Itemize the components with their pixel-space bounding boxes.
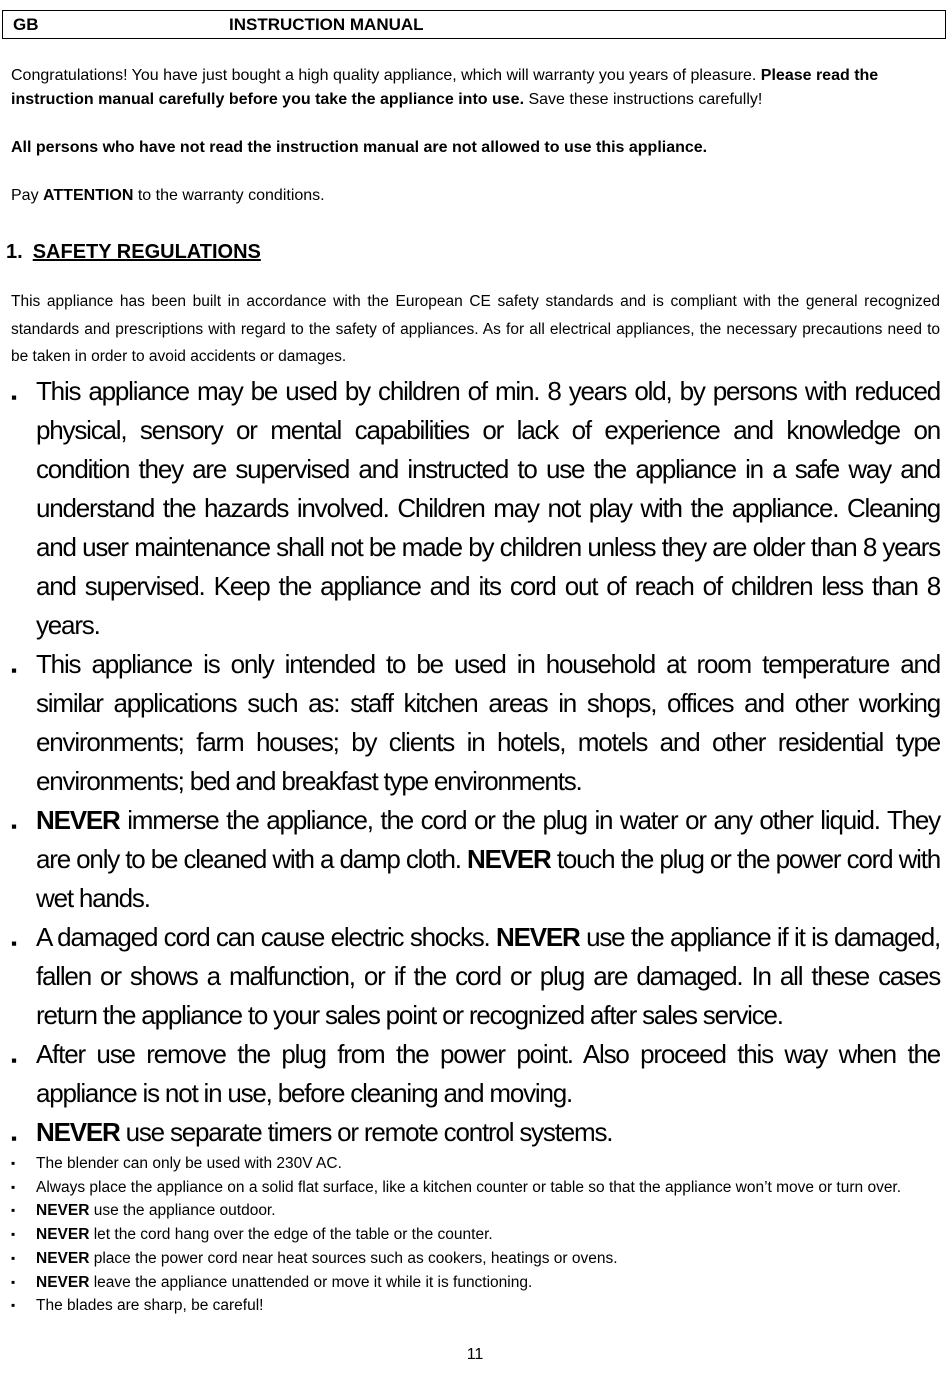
damaged-rule-b: use the appliance if it is damaged, fallen or shows a malfunction, or if the cord or plug are damaged. In all these cases return the appliance to your sales point or recognized after sales service. <box>36 922 940 1030</box>
never-word: NEVER <box>496 922 580 952</box>
cord-hang-rule: let the cord hang over the edge of the table or the counter. <box>89 1226 493 1244</box>
bullet-icon: ▪ <box>11 934 18 953</box>
list-item <box>11 918 940 1035</box>
list-item <box>11 1152 940 1176</box>
after-use-rule: After use remove the plug from the power point. Also proceed this way when the appliance is not in use, before cleaning and moving. <box>36 1039 940 1108</box>
list-item <box>11 1294 940 1318</box>
list-item <box>11 1223 940 1247</box>
list-item <box>11 1176 940 1200</box>
intro-paragraph <box>11 64 940 112</box>
blades-rule: The blades are sharp, be careful! <box>36 1297 264 1315</box>
bullet-icon: ▪ <box>11 1274 16 1289</box>
section-heading <box>6 238 261 266</box>
small-safety-list <box>11 1152 940 1318</box>
immerse-rule-a: immerse the appliance, the cord or the plug in water or any other liquid. They are only to be cleaned with a damp cloth. <box>36 805 940 874</box>
surface-rule: Always place the appliance on a solid flat surface, like a kitchen counter or table so that the appliance won’t move or turn over. <box>36 1178 902 1196</box>
bullet-icon: ▪ <box>11 817 18 836</box>
list-item <box>11 645 940 801</box>
list-item <box>11 1113 940 1152</box>
country-code: GB <box>13 15 39 34</box>
damaged-rule-a: A damaged cord can cause electric shocks. <box>36 922 497 952</box>
save-instructions-text: Save these instructions carefully! <box>528 91 763 108</box>
list-item <box>11 372 940 645</box>
read-manual-notice: Please read the instruction manual carefully before you take the appliance into use. <box>11 67 879 108</box>
pay-suffix: to the warranty conditions. <box>137 187 325 204</box>
bullet-icon: ▪ <box>11 661 18 680</box>
never-word: NEVER <box>36 1202 90 1220</box>
voltage-rule: The blender can only be used with 230V AC. <box>36 1155 342 1172</box>
section-title: SAFETY REGULATIONS <box>32 241 261 263</box>
list-item <box>11 1247 940 1271</box>
never-word: NEVER <box>467 844 551 874</box>
list-item <box>11 1271 940 1295</box>
attention-word: ATTENTION <box>43 187 134 204</box>
section-intro: This appliance has been built in accordance with the European CE safety standards and is compliant with the general recognized standards and prescriptions with regard to the safety of appliances. As for all electrical appliances, the necessary precautions need to be taken in order to avoid accidents or damages. <box>11 293 940 365</box>
unattended-rule: leave the appliance unattended or move it while it is functioning. <box>89 1273 533 1291</box>
outdoor-rule: use the appliance outdoor. <box>89 1202 276 1220</box>
page-header <box>2 10 946 39</box>
pay-prefix: Pay <box>11 187 39 204</box>
bullet-icon: ▪ <box>11 1179 16 1194</box>
bullet-icon: ▪ <box>11 1156 16 1170</box>
immerse-rule-b: touch the plug or the power cord with wet hands. <box>36 844 941 913</box>
children-rule: This appliance may be used by children of min. 8 years old, by persons with reduced physical, sensory or mental capabilities or lack of experience and knowledge on condition they are supervised and instructed to use the appliance in a safe way and understand the hazards involved. Children may not play with the appliance. Cleaning and user maintenance shall not be made by children unless they are older than 8 years and supervised. Keep the appliance and its cord out of reach of children less than 8 years. <box>36 376 940 640</box>
never-word: NEVER <box>36 805 120 835</box>
never-word: NEVER <box>36 1117 120 1147</box>
bullet-icon: ▪ <box>11 1298 16 1313</box>
manual-title: INSTRUCTION MANUAL <box>229 15 424 34</box>
household-rule: This appliance is only intended to be used in household at room temperature and similar applications such as: staff kitchen areas in shops, offices and other working environments; farm houses; by clients in hotels, motels and other residential type environments; bed and breakfast type environments. <box>36 649 940 796</box>
list-item <box>11 1035 940 1113</box>
bullet-icon: ▪ <box>11 388 18 407</box>
list-item <box>11 801 940 918</box>
page-number: 11 <box>466 1346 484 1363</box>
bullet-icon: ▪ <box>11 1227 16 1242</box>
list-item <box>11 1199 940 1223</box>
never-word: NEVER <box>36 1226 90 1244</box>
warranty-notice <box>11 184 940 208</box>
congrats-text: Congratulations! You have just bought a high quality appliance, which will warranty you years of pleasure. <box>11 67 757 84</box>
heat-rule: place the power cord near heat sources such as cookers, heatings or ovens. <box>89 1249 618 1267</box>
never-word: NEVER <box>36 1249 90 1267</box>
persons-warning: All persons who have not read the instruction manual are not allowed to use this appliance. <box>11 139 708 156</box>
bullet-icon: ▪ <box>11 1250 16 1265</box>
bullet-icon: ▪ <box>11 1203 16 1218</box>
large-safety-list <box>11 372 940 1152</box>
bullet-icon: ▪ <box>11 1051 18 1070</box>
timers-rule: use separate timers or remote control systems. <box>119 1117 613 1147</box>
section-number: 1. <box>6 241 23 263</box>
bullet-icon: ▪ <box>11 1129 18 1148</box>
never-word: NEVER <box>36 1273 90 1291</box>
